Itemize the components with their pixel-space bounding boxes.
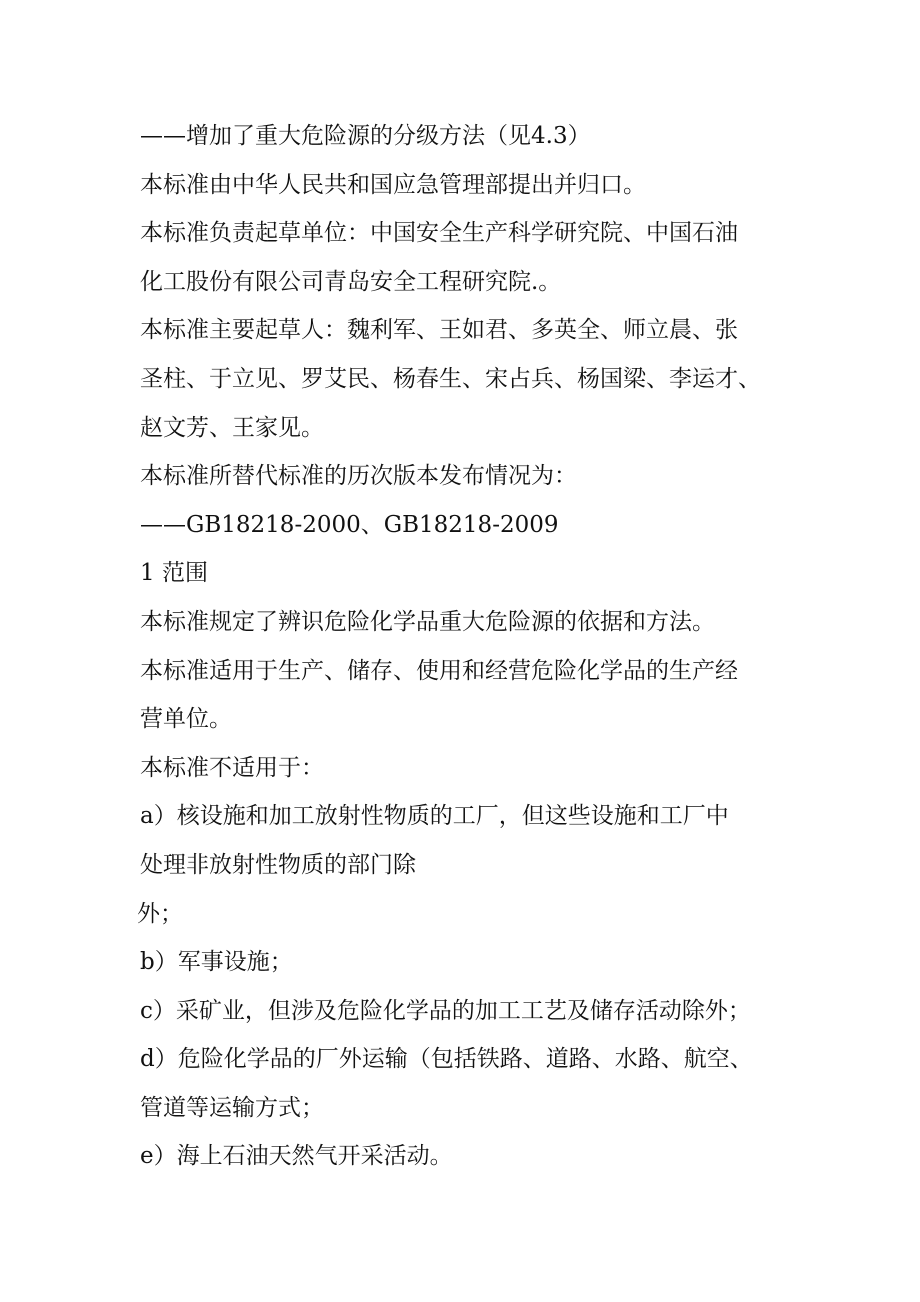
- list-item-a-cont: 处理非放射性物质的部门除: [140, 851, 416, 878]
- text-line-drafters-end: 赵文芳、王家见。: [140, 414, 324, 441]
- text-line-history-intro: 本标准所替代标准的历次版本发布情况为：: [140, 463, 577, 490]
- list-item-b: b）军事设施；: [140, 949, 293, 976]
- text-line-history-versions: ——GB18218-2000、GB18218-2009: [140, 511, 559, 538]
- list-item-d: d）危险化学品的厂外运输（包括铁路、道路、水路、航空、: [140, 1046, 753, 1073]
- text-line-drafting-units-cont: 化工股份有限公司青岛安全工程研究院.。: [140, 268, 562, 295]
- text-line-scope-definition: 本标准规定了辨识危险化学品重大危险源的依据和方法。: [140, 608, 715, 635]
- text-line-drafters-cont: 圣柱、于立见、罗艾民、杨春生、宋占兵、杨国梁、李运才、: [140, 365, 761, 392]
- text-line-scope-applicability-cont: 营单位。: [140, 706, 232, 733]
- section-heading-scope: 1 范围: [140, 560, 208, 587]
- text-line-drafters: 本标准主要起草人：魏利军、王如君、多英全、师立晨、张: [140, 317, 738, 344]
- list-item-a-end: 外；: [137, 900, 183, 927]
- text-line-revision: ——增加了重大危险源的分级方法（见4.3）: [140, 123, 591, 149]
- list-item-e: e）海上石油天然气开采活动。: [140, 1143, 453, 1170]
- list-item-c: c）采矿业，但涉及危险化学品的加工工艺及储存活动除外；: [140, 997, 751, 1024]
- list-item-d-cont: 管道等运输方式；: [140, 1094, 324, 1121]
- text-line-scope-applicability: 本标准适用于生产、储存、使用和经营危险化学品的生产经: [140, 657, 738, 684]
- text-line-proposer: 本标准由中华人民共和国应急管理部提出并归口。: [140, 171, 646, 198]
- text-line-drafting-units: 本标准负责起草单位：中国安全生产科学研究院、中国石油: [140, 220, 738, 247]
- document-body: [137, 112, 840, 1181]
- list-item-a: a）核设施和加工放射性物质的工厂，但这些设施和工厂中: [140, 803, 729, 830]
- text-line-exclusions-intro: 本标准不适用于：: [140, 754, 324, 781]
